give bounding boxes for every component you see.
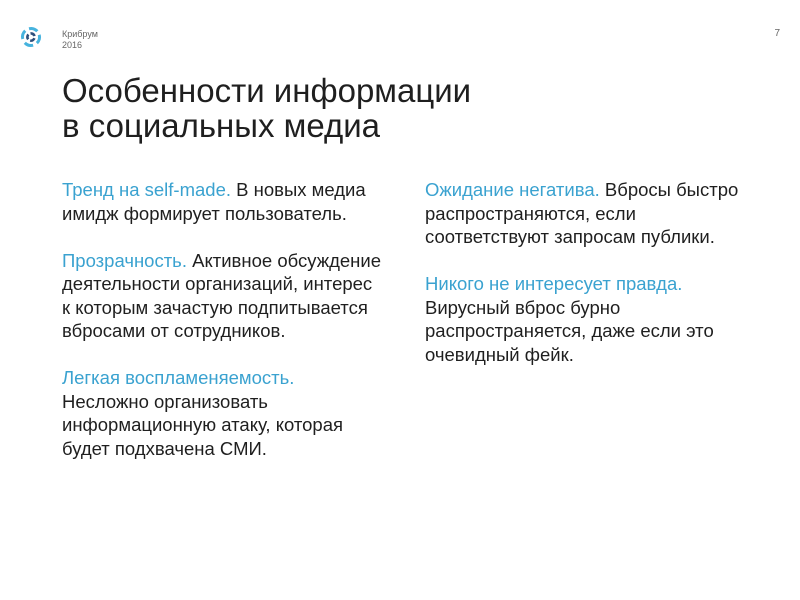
point-lead: Прозрачность. (62, 249, 187, 271)
brand-year: 2016 (62, 40, 83, 50)
point-flammability (62, 366, 382, 460)
point-transparency (62, 249, 382, 343)
left-column (62, 178, 382, 484)
page-number: 7 (774, 28, 780, 39)
point-lead: Никого не интересует правда. (425, 273, 683, 294)
brand-label (62, 29, 98, 51)
point-lead: Ожидание негатива. (425, 179, 600, 200)
point-text: Вбросы быстро распространяются, если соответствуют запросам публики. (425, 179, 739, 247)
point-text: Активное обсуждение деятельности организаций, интерес к которым зачастую подпитывается вбросами от сотрудников. (62, 249, 382, 341)
point-lead: Тренд на self-made. (62, 179, 232, 200)
title-line-1: Особенности информации (62, 72, 472, 109)
point-text: Несложно организовать информационную атаку, которая будет подхвачена СМИ. (62, 390, 344, 459)
point-text: Вирусный вброс бурно распространяется, даже если это очевидный фейк. (425, 296, 714, 365)
point-negativity (425, 178, 765, 249)
point-text: В новых медиа имидж формирует пользователь. (62, 179, 366, 224)
point-self-made (62, 178, 382, 225)
kribrum-logo-icon (19, 25, 43, 49)
title-line-2: в социальных медиа (62, 107, 381, 144)
brand-name: Крибрум (62, 29, 98, 39)
point-truth (425, 272, 765, 366)
right-column (425, 178, 765, 390)
page-title (62, 73, 662, 143)
point-lead: Легкая воспламеняемость. (62, 367, 295, 388)
